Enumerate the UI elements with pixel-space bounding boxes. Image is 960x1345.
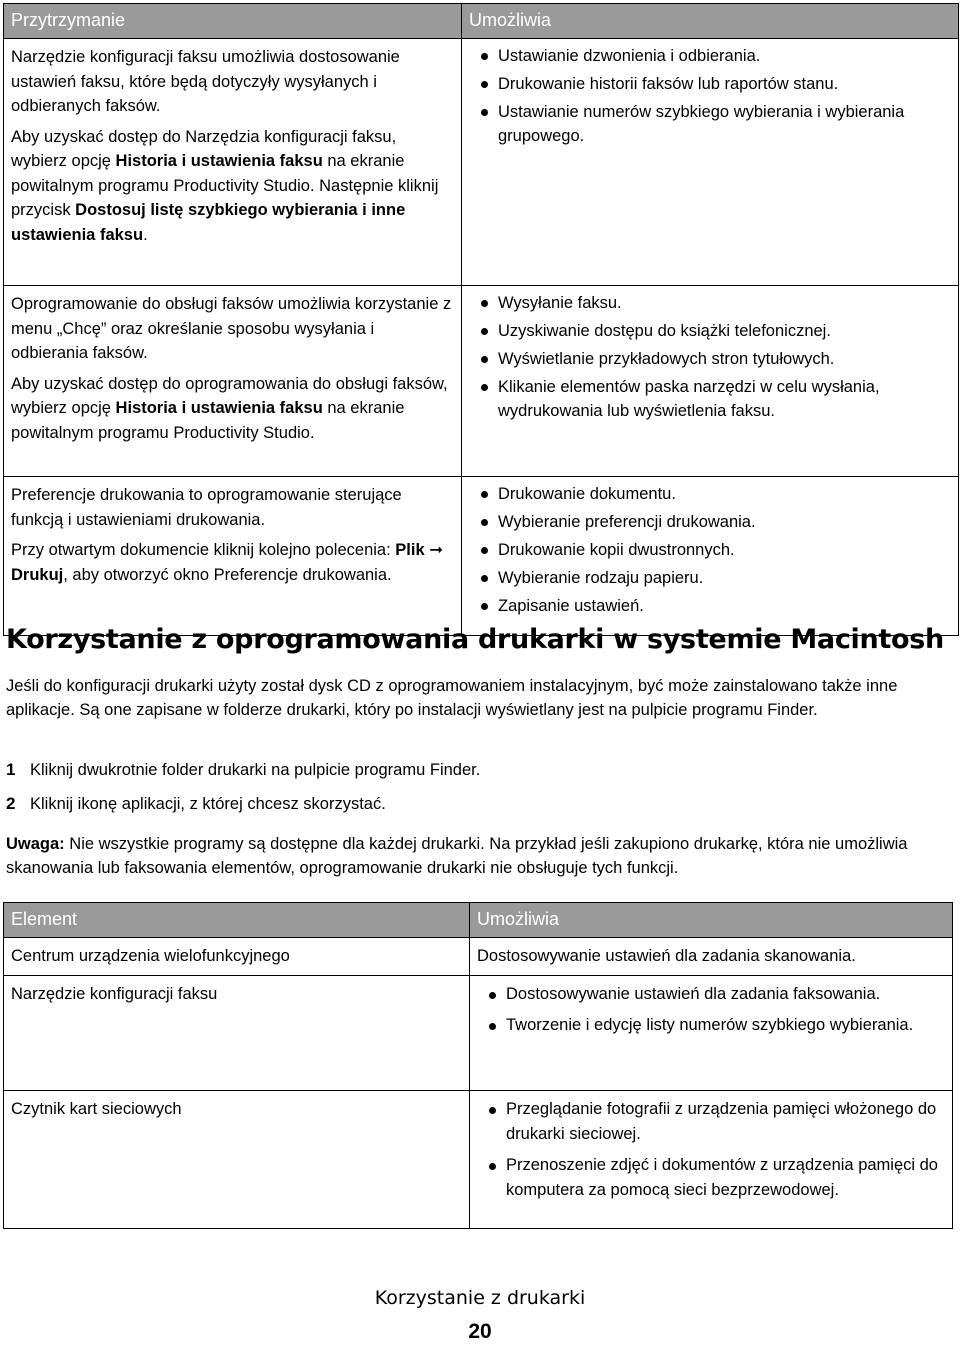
list-item: Drukowanie historii faksów lub raportów stanu. <box>469 72 951 96</box>
step-number: 2 <box>6 794 16 813</box>
list-item: Drukowanie dokumentu. <box>469 482 951 506</box>
paragraph: Aby uzyskać dostęp do oprogramowania do obsługi faksów, wybierz opcję Historia i ustawienia faksu na ekranie powitalnym programu Productivity Studio. <box>11 374 448 442</box>
paragraph: Aby uzyskać dostęp do Narzędzia konfiguracji faksu, wybierz opcję Historia i ustawienia faksu na ekranie powitalnym programu Productivity Studio. Następnie kliknij przycisk Dostosuj listę szybkiego wybierania i inne ustawienia faksu. <box>11 127 439 244</box>
steps-list <box>6 758 956 826</box>
row-capabilities <box>462 286 959 477</box>
list-item: Ustawianie numerów szybkiego wybierania i wybierania grupowego. <box>469 100 951 148</box>
row-element: Centrum urządzenia wielofunkcyjnego <box>4 938 470 976</box>
row-capabilities: Dostosowywanie ustawień dla zadania skanowania. <box>470 938 953 976</box>
bullet-list <box>469 291 951 423</box>
step-item <box>6 758 956 782</box>
table-row <box>4 39 959 286</box>
bullet-list <box>469 44 951 148</box>
arrow-right-icon: ➞ <box>424 541 444 559</box>
header-umozliwia: Umożliwia <box>470 903 953 938</box>
step-text: Kliknij ikonę aplikacji, z której chcesz skorzystać. <box>30 795 386 813</box>
row-description <box>4 477 462 636</box>
step-item <box>6 792 956 816</box>
row-element: Narzędzie konfiguracji faksu <box>4 975 470 1090</box>
list-item: Dostosowywanie ustawień dla zadania faksowania. <box>477 982 945 1007</box>
step-number: 1 <box>6 760 16 779</box>
bullet-list <box>469 482 951 618</box>
list-item: Przenoszenie zdjęć i dokumentów z urządzenia pamięci do komputera za pomocą sieci bezprzewodowej. <box>477 1153 945 1203</box>
list-item: Drukowanie kopii dwustronnych. <box>469 538 951 562</box>
step-text: Kliknij dwukrotnie folder drukarki na pulpicie programu Finder. <box>30 761 481 779</box>
row-description <box>4 286 462 477</box>
list-item: Ustawianie dzwonienia i odbierania. <box>469 44 951 68</box>
list-item: Wyświetlanie przykładowych stron tytułowych. <box>469 347 951 371</box>
note-label: Uwaga: <box>6 835 65 853</box>
bullet-list <box>477 982 945 1038</box>
list-item: Wysyłanie faksu. <box>469 291 951 315</box>
footer-title: Korzystanie z drukarki <box>374 1287 586 1309</box>
list-item: Przeglądanie fotografii z urządzenia pamięci włożonego do drukarki sieciowej. <box>477 1097 945 1147</box>
table-row <box>4 286 959 477</box>
header-umozliwia: Umożliwia <box>462 4 959 39</box>
page-number: 20 <box>468 1320 492 1343</box>
row-capabilities <box>470 1090 953 1228</box>
row-capabilities <box>462 477 959 636</box>
list-item: Uzyskiwanie dostępu do książki telefonicznej. <box>469 319 951 343</box>
table-row <box>4 1090 953 1228</box>
table-row <box>4 938 953 976</box>
paragraph: Oprogramowanie do obsługi faksów umożliwia korzystanie z menu „Chcę” oraz określanie sposobu wysyłania i odbierania faksów. <box>11 295 452 362</box>
paragraph: Narzędzie konfiguracji faksu umożliwia dostosowanie ustawień faksu, które będą dotyczyły wysyłanych i odbieranych faksów. <box>11 48 400 115</box>
paragraph: Przy otwartym dokumencie kliknij kolejno polecenia: Plik ➞ Drukuj, aby otworzyć okno Preferencje drukowania. <box>11 541 444 584</box>
table-header-row <box>4 903 953 938</box>
row-description <box>4 39 462 286</box>
list-item: Tworzenie i edycję listy numerów szybkiego wybierania. <box>477 1013 945 1038</box>
list-item: Wybieranie rodzaju papieru. <box>469 566 951 590</box>
bullet-list <box>477 1097 945 1203</box>
note-text: Nie wszystkie programy są dostępne dla każdej drukarki. Na przykład jeśli zakupiono drukarkę, która nie umożliwia skanowania lub faksowania elementów, oprogramowanie drukarki nie obsługuje tych funkcji. <box>6 835 908 877</box>
note-paragraph <box>6 833 958 880</box>
intro-paragraph: Jeśli do konfiguracji drukarki użyty został dysk CD z oprogramowaniem instalacyjnym, być może zainstalowano także inne aplikacje. Są one zapisane w folderze drukarki, który po instalacji wyświetlany jest na pulpicie programu Finder. <box>6 677 898 719</box>
row-capabilities <box>462 39 959 286</box>
list-item: Zapisanie ustawień. <box>469 594 951 618</box>
header-przytrzymanie: Przytrzymanie <box>4 4 462 39</box>
row-element: Czytnik kart sieciowych <box>4 1090 470 1228</box>
table-header-row <box>4 4 959 39</box>
table-row <box>4 477 959 636</box>
table-row <box>4 975 953 1090</box>
list-item: Wybieranie preferencji drukowania. <box>469 510 951 534</box>
list-item: Klikanie elementów paska narzędzi w celu wysłania, wydrukowania lub wyświetlenia faksu. <box>469 375 951 423</box>
header-element: Element <box>4 903 470 938</box>
fax-tools-table <box>3 3 959 636</box>
section-heading: Korzystanie z oprogramowania drukarki w systemie Macintosh <box>6 624 944 655</box>
mac-apps-table <box>3 902 953 1229</box>
paragraph: Preferencje drukowania to oprogramowanie sterujące funkcją i ustawieniami drukowania. <box>11 486 402 529</box>
row-capabilities <box>470 975 953 1090</box>
